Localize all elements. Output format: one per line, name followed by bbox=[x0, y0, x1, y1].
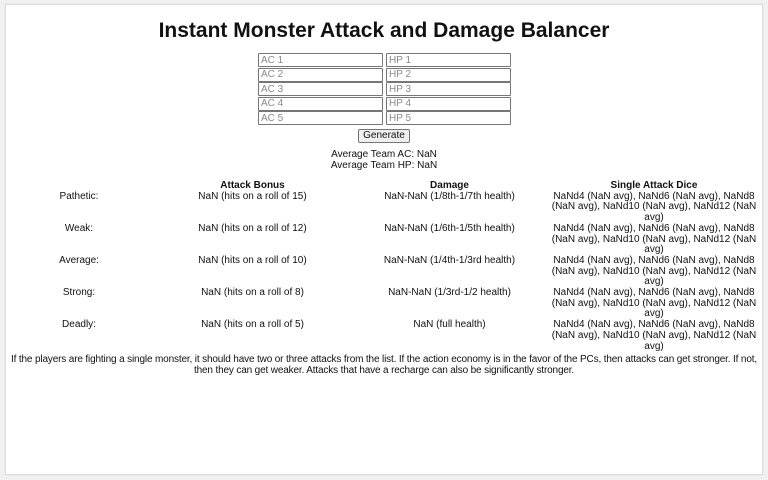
ac-2-input[interactable] bbox=[258, 68, 383, 82]
hp-4-input[interactable] bbox=[386, 97, 511, 111]
table-row bbox=[6, 192, 762, 224]
input-row-2 bbox=[258, 68, 512, 83]
attack-bonus-cell: NaN (hits on a roll of 10) bbox=[198, 254, 307, 266]
hp-3-input[interactable] bbox=[386, 82, 511, 96]
ac-4-input[interactable] bbox=[258, 97, 383, 111]
row-label: Pathetic: bbox=[59, 190, 99, 202]
dice-cell: NaNd4 (NaN avg), NaNd6 (NaN avg), NaNd8 (NaN avg), NaNd10 (NaN avg), NaNd12 (NaN avg) bbox=[551, 287, 757, 320]
ac-3-input[interactable] bbox=[258, 82, 383, 96]
ac-1-input[interactable] bbox=[258, 53, 383, 67]
header-single-attack-dice: Single Attack Dice bbox=[610, 180, 698, 191]
balance-table bbox=[6, 181, 762, 352]
average-team-hp: Average Team HP: NaN bbox=[330, 160, 438, 171]
dice-cell: NaNd4 (NaN avg), NaNd6 (NaN avg), NaNd8 (NaN avg), NaNd10 (NaN avg), NaNd12 (NaN avg) bbox=[551, 190, 757, 224]
row-label: Strong: bbox=[62, 287, 96, 299]
table-row bbox=[6, 288, 762, 320]
team-stats-form bbox=[258, 53, 512, 126]
damage-cell: NaN-NaN (1/4th-1/3rd health) bbox=[383, 254, 516, 266]
damage-cell: NaN-NaN (1/8th-1/7th health) bbox=[384, 190, 515, 202]
row-label: Weak: bbox=[64, 222, 94, 234]
row-label: Deadly: bbox=[62, 319, 96, 331]
input-row-4 bbox=[258, 97, 512, 112]
table-row bbox=[6, 256, 762, 288]
header-damage: Damage bbox=[430, 180, 469, 191]
input-row-1 bbox=[258, 53, 512, 68]
header-attack-bonus: Attack Bonus bbox=[220, 180, 285, 191]
generate-button[interactable]: Generate bbox=[358, 129, 410, 143]
damage-cell: NaN-NaN (1/3rd-1/2 health) bbox=[388, 287, 511, 299]
average-team-ac: Average Team AC: NaN bbox=[331, 149, 437, 160]
attack-bonus-cell: NaN (hits on a roll of 8) bbox=[201, 287, 304, 299]
table-row bbox=[6, 320, 762, 352]
ac-5-input[interactable] bbox=[258, 111, 383, 125]
damage-cell: NaN-NaN (1/6th-1/5th health) bbox=[384, 222, 515, 234]
generate-wrap bbox=[6, 125, 762, 143]
page-title: Instant Monster Attack and Damage Balancer bbox=[158, 19, 610, 42]
attack-bonus-cell: NaN (hits on a roll of 12) bbox=[198, 222, 307, 234]
row-label: Average: bbox=[59, 254, 99, 266]
page-container bbox=[5, 4, 763, 475]
damage-cell: NaN (full health) bbox=[413, 319, 486, 331]
dice-cell: NaNd4 (NaN avg), NaNd6 (NaN avg), NaNd8 (NaN avg), NaNd10 (NaN avg), NaNd12 (NaN avg) bbox=[551, 222, 757, 256]
hp-2-input[interactable] bbox=[386, 68, 511, 82]
input-row-3 bbox=[258, 82, 512, 97]
team-averages bbox=[6, 149, 762, 171]
dice-cell: NaNd4 (NaN avg), NaNd6 (NaN avg), NaNd8 (NaN avg), NaNd10 (NaN avg), NaNd12 (NaN avg) bbox=[551, 254, 757, 288]
hp-1-input[interactable] bbox=[386, 53, 511, 67]
input-row-5 bbox=[258, 111, 512, 126]
table-row bbox=[6, 224, 762, 256]
usage-note: If the players are fighting a single monster, it should have two or three attacks from the list. If the action economy is in the favor of the PCs, then attacks can get stronger. If not, then they can get weaker. Attacks that have a recharge can also be significantly stronger. bbox=[11, 354, 757, 376]
hp-5-input[interactable] bbox=[386, 111, 511, 125]
dice-cell: NaNd4 (NaN avg), NaNd6 (NaN avg), NaNd8 (NaN avg), NaNd10 (NaN avg), NaNd12 (NaN avg) bbox=[551, 319, 757, 352]
attack-bonus-cell: NaN (hits on a roll of 15) bbox=[198, 190, 307, 202]
attack-bonus-cell: NaN (hits on a roll of 5) bbox=[201, 319, 304, 331]
